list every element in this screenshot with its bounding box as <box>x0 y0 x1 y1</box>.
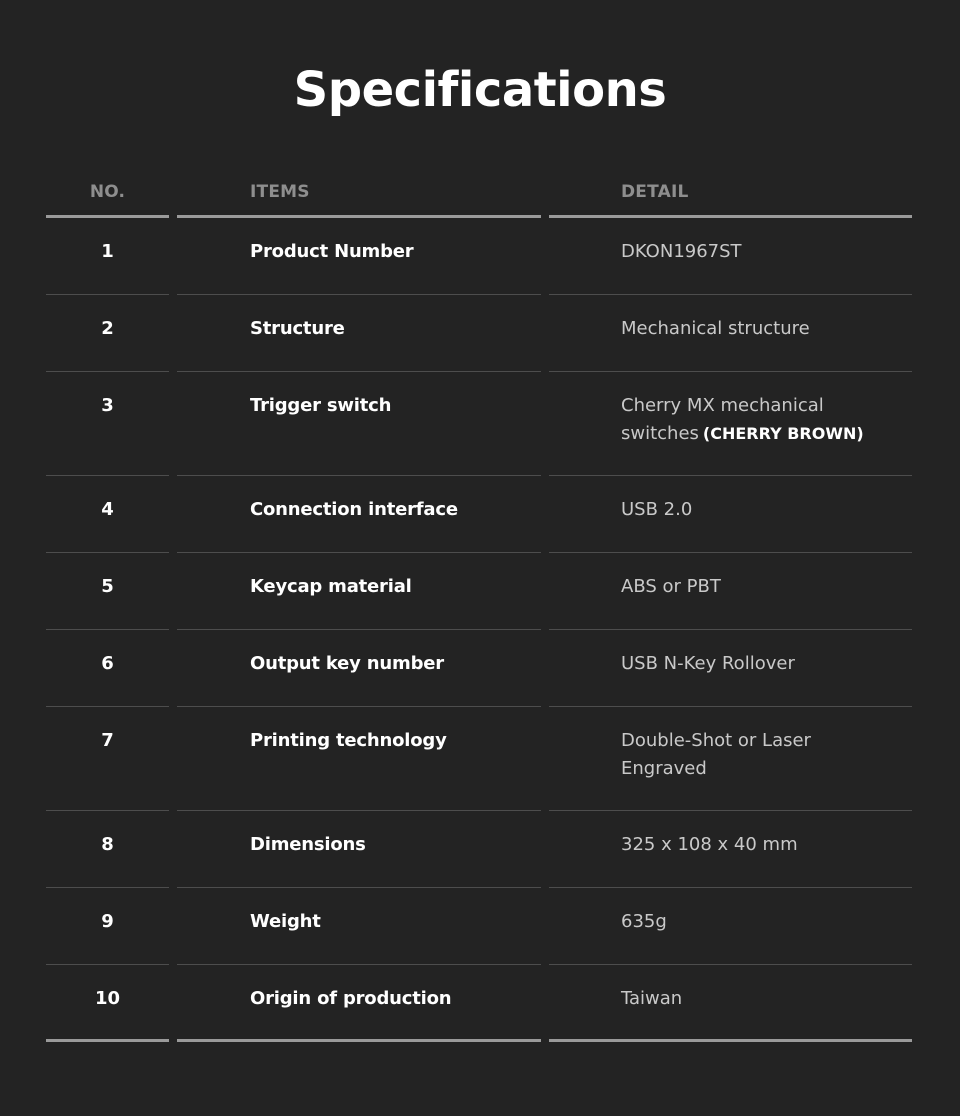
row-item: Printing technology <box>250 730 447 751</box>
row-number: 5 <box>101 576 114 597</box>
page-title: Specifications <box>293 62 667 118</box>
row-number: 6 <box>101 653 114 674</box>
row-item: Weight <box>250 911 321 932</box>
table-row <box>46 965 912 1042</box>
row-detail: USB N-Key Rollover <box>621 653 795 674</box>
row-number: 2 <box>101 318 114 339</box>
row-detail-text: Cherry MX mechanical switches <box>621 395 824 444</box>
table-row <box>46 476 912 553</box>
row-detail: USB 2.0 <box>621 499 693 520</box>
row-detail <box>621 392 881 448</box>
row-number: 10 <box>94 988 121 1009</box>
table-row <box>46 630 912 707</box>
header-cell-no <box>46 168 169 218</box>
row-detail: DKON1967ST <box>621 241 742 262</box>
table-header-row <box>46 168 912 218</box>
row-detail: Double-Shot or Laser Engraved <box>621 730 811 779</box>
header-cell-items <box>177 168 541 218</box>
row-item: Connection interface <box>250 499 458 520</box>
row-item: Trigger switch <box>250 395 392 416</box>
table-row <box>46 218 912 295</box>
row-item: Origin of production <box>250 988 452 1009</box>
row-detail-emphasis: (CHERRY BROWN) <box>702 424 864 443</box>
row-detail: Mechanical structure <box>621 318 810 339</box>
row-number: 8 <box>101 834 114 855</box>
table-row <box>46 553 912 630</box>
header-cell-detail <box>549 168 912 218</box>
row-item: Structure <box>250 318 345 339</box>
table-row <box>46 295 912 372</box>
row-item: Product Number <box>250 241 414 262</box>
row-item: Dimensions <box>250 834 366 855</box>
row-number: 4 <box>101 499 114 520</box>
table-row <box>46 707 912 811</box>
row-detail: 635g <box>621 911 667 932</box>
row-detail: 325 x 108 x 40 mm <box>621 834 798 855</box>
row-number: 1 <box>101 241 114 262</box>
header-no: NO. <box>89 182 126 202</box>
row-detail: Taiwan <box>621 988 683 1009</box>
row-item: Output key number <box>250 653 444 674</box>
header-detail: DETAIL <box>621 182 689 202</box>
table-row <box>46 888 912 965</box>
row-number: 3 <box>101 395 114 416</box>
header-items: ITEMS <box>250 182 310 202</box>
row-detail: ABS or PBT <box>621 576 721 597</box>
row-item: Keycap material <box>250 576 412 597</box>
specifications-table <box>46 168 912 1042</box>
row-number: 9 <box>101 911 114 932</box>
row-number: 7 <box>101 730 114 751</box>
table-row <box>46 372 912 476</box>
table-row <box>46 811 912 888</box>
